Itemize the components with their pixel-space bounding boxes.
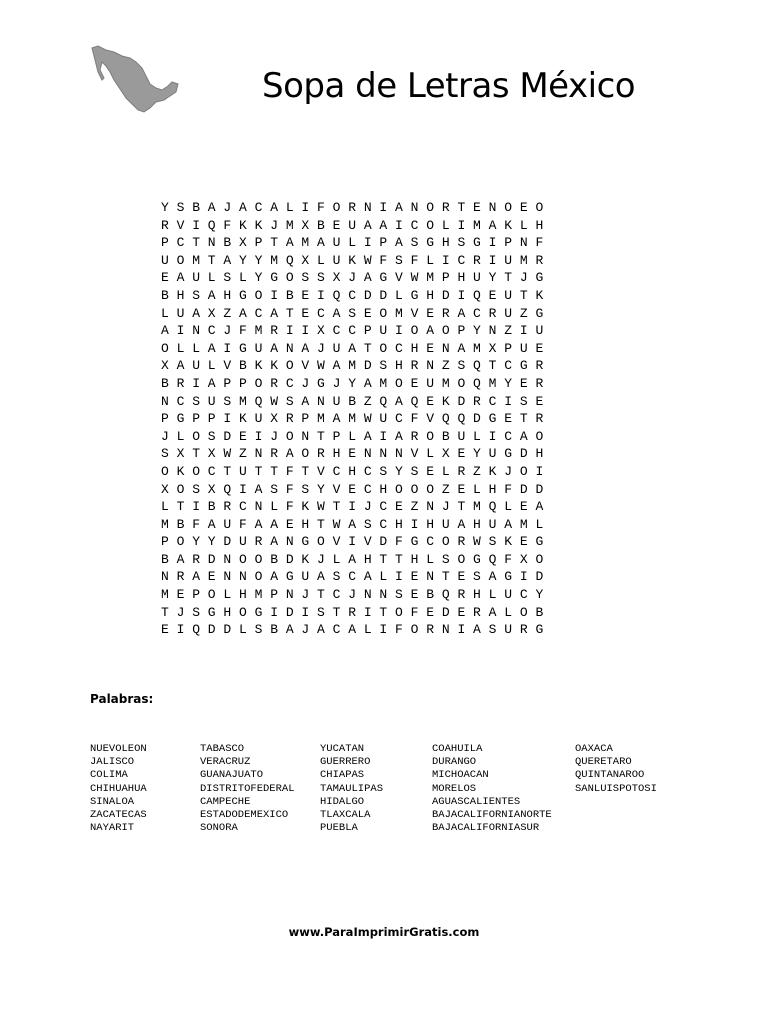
word-list-item: YUCATAN — [320, 743, 365, 755]
word-list-item: QUERETARO — [575, 756, 632, 769]
grid-row: M B F A U F A A E H T W A S C H I H U A H U A M L — [161, 516, 544, 532]
grid-row: N C S U S M Q W S A N U B Z Q A Q E K D R C I S E — [161, 393, 544, 409]
word-list-item: MICHOACAN — [432, 769, 489, 782]
word-column — [200, 743, 295, 835]
grid-row: Y S B A J A C A L I F O R N I A N O R T E N O E O — [161, 200, 544, 215]
word-list-item: COAHUILA — [432, 743, 483, 755]
word-list-item: CHIAPAS — [320, 769, 365, 782]
grid-row: O K O C T U T T F T V C H C S Y S E L R Z K J O I — [161, 463, 544, 479]
grid-row: L T I B R C N L F K W T I J C E Z N J T M Q L E A — [161, 499, 544, 515]
grid-row: J L O S D E I J O N T P L A I A R O B U L I C A O — [161, 428, 544, 444]
grid-row: R V I Q F K K J M X B E U A A I C O L I M A K L H — [161, 217, 544, 233]
grid-row: P G P P I K U X R P M A M W U C F V Q Q D G E T R — [161, 411, 544, 427]
word-column — [575, 743, 657, 796]
word-list-item: CAMPECHE — [200, 795, 251, 808]
word-list-item: CHIHUAHUA — [90, 782, 147, 795]
grid-row: O L L A I G U A N A J U A T O C H E N A M X P U E — [161, 340, 544, 356]
word-list-item: AGUASCALIENTES — [432, 795, 521, 808]
grid-row: P O Y Y D U R A N G O V I V D F G C O R W S K E G — [161, 534, 544, 550]
grid-row: X A U L V B K K O V W A M D S H R N Z S Q T C G R — [161, 358, 544, 374]
word-list-item: NAYARIT — [90, 822, 135, 835]
word-list-item: ESTADODEMEXICO — [200, 809, 289, 822]
grid-row: B A R D N O O B D K J L A H T T H L S O G Q F X O — [161, 551, 544, 567]
word-list-item: PUEBLA — [320, 822, 358, 835]
word-list-item: VERACRUZ — [200, 756, 251, 769]
grid-row: B H S A H G O I B E I Q C D D L G H D I Q E U T K — [161, 287, 544, 303]
page-title: Sopa de Letras México — [262, 66, 636, 106]
grid-row: P C T N B X P T A M A U L I P A S G H S G I P N F — [161, 235, 544, 251]
mexico-map-icon — [88, 42, 184, 114]
footer-url[interactable]: www.ParaImprimirGratis.com — [288, 925, 480, 939]
word-list-item: MORELOS — [432, 782, 477, 795]
word-list-item: DURANGO — [432, 756, 477, 769]
grid-row: S X T X W Z N R A O R H E N N N V L X E Y U G D H — [161, 446, 544, 462]
grid-row: T J S G H O G I D I S T R I T O F E D E R A L O B — [161, 604, 544, 620]
word-column — [320, 743, 383, 835]
grid-row: N R A E N N O A G U A S C A L I E N T E S A G I D — [161, 569, 544, 585]
word-list-item: BAJACALIFORNIASUR — [432, 822, 540, 835]
grid-row: E A U L S L Y G O S S X J A G V W M P H U Y T J G — [161, 270, 544, 286]
word-column — [90, 743, 147, 835]
word-list-item: GUERRERO — [320, 756, 371, 769]
word-list-item: SINALOA — [90, 795, 135, 808]
word-list-item: QUINTANAROO — [575, 769, 645, 782]
word-search-grid — [161, 199, 543, 639]
word-list-item: SONORA — [200, 822, 238, 835]
word-list-item: OAXACA — [575, 743, 613, 755]
word-list-item: COLIMA — [90, 769, 128, 782]
grid-row: L U A X Z A C A T E C A S E O M V E R A C R U Z G — [161, 305, 544, 321]
grid-row: M E P O L H M P N J T C J N N S E B Q R H L U C Y — [161, 587, 544, 603]
word-list-item: TAMAULIPAS — [320, 782, 384, 795]
word-list-item: GUANAJUATO — [200, 769, 264, 782]
word-list-item: DISTRITOFEDERAL — [200, 782, 295, 795]
word-list-item: JALISCO — [90, 756, 135, 769]
word-list-item: BAJACALIFORNIANORTE — [432, 809, 552, 822]
grid-row: X O S X Q I A S F S Y V E C H O O O Z E L H F D D — [161, 481, 544, 497]
grid-row: U O M T A Y Y M Q X L U K W F S F L I C R I U M R — [161, 252, 544, 268]
word-list-item: ZACATECAS — [90, 809, 147, 822]
word-list-item: TLAXCALA — [320, 809, 371, 822]
grid-row: E I Q D D L S B A J A C A L I F O R N I A S U R G — [161, 622, 544, 638]
word-list-item: NUEVOLEON — [90, 743, 147, 755]
words-label: Palabras: — [90, 692, 154, 706]
grid-row: B R I A P P O R C J G J Y A M O E U M O Q M Y E R — [161, 375, 544, 391]
grid-row: A I N C J F M R I I X C C P U I O A O P Y N Z I U — [161, 323, 544, 339]
word-list-item: HIDALGO — [320, 795, 365, 808]
word-column — [432, 743, 552, 835]
word-list-item: TABASCO — [200, 743, 245, 755]
word-list-item: SANLUISPOTOSI — [575, 782, 657, 795]
